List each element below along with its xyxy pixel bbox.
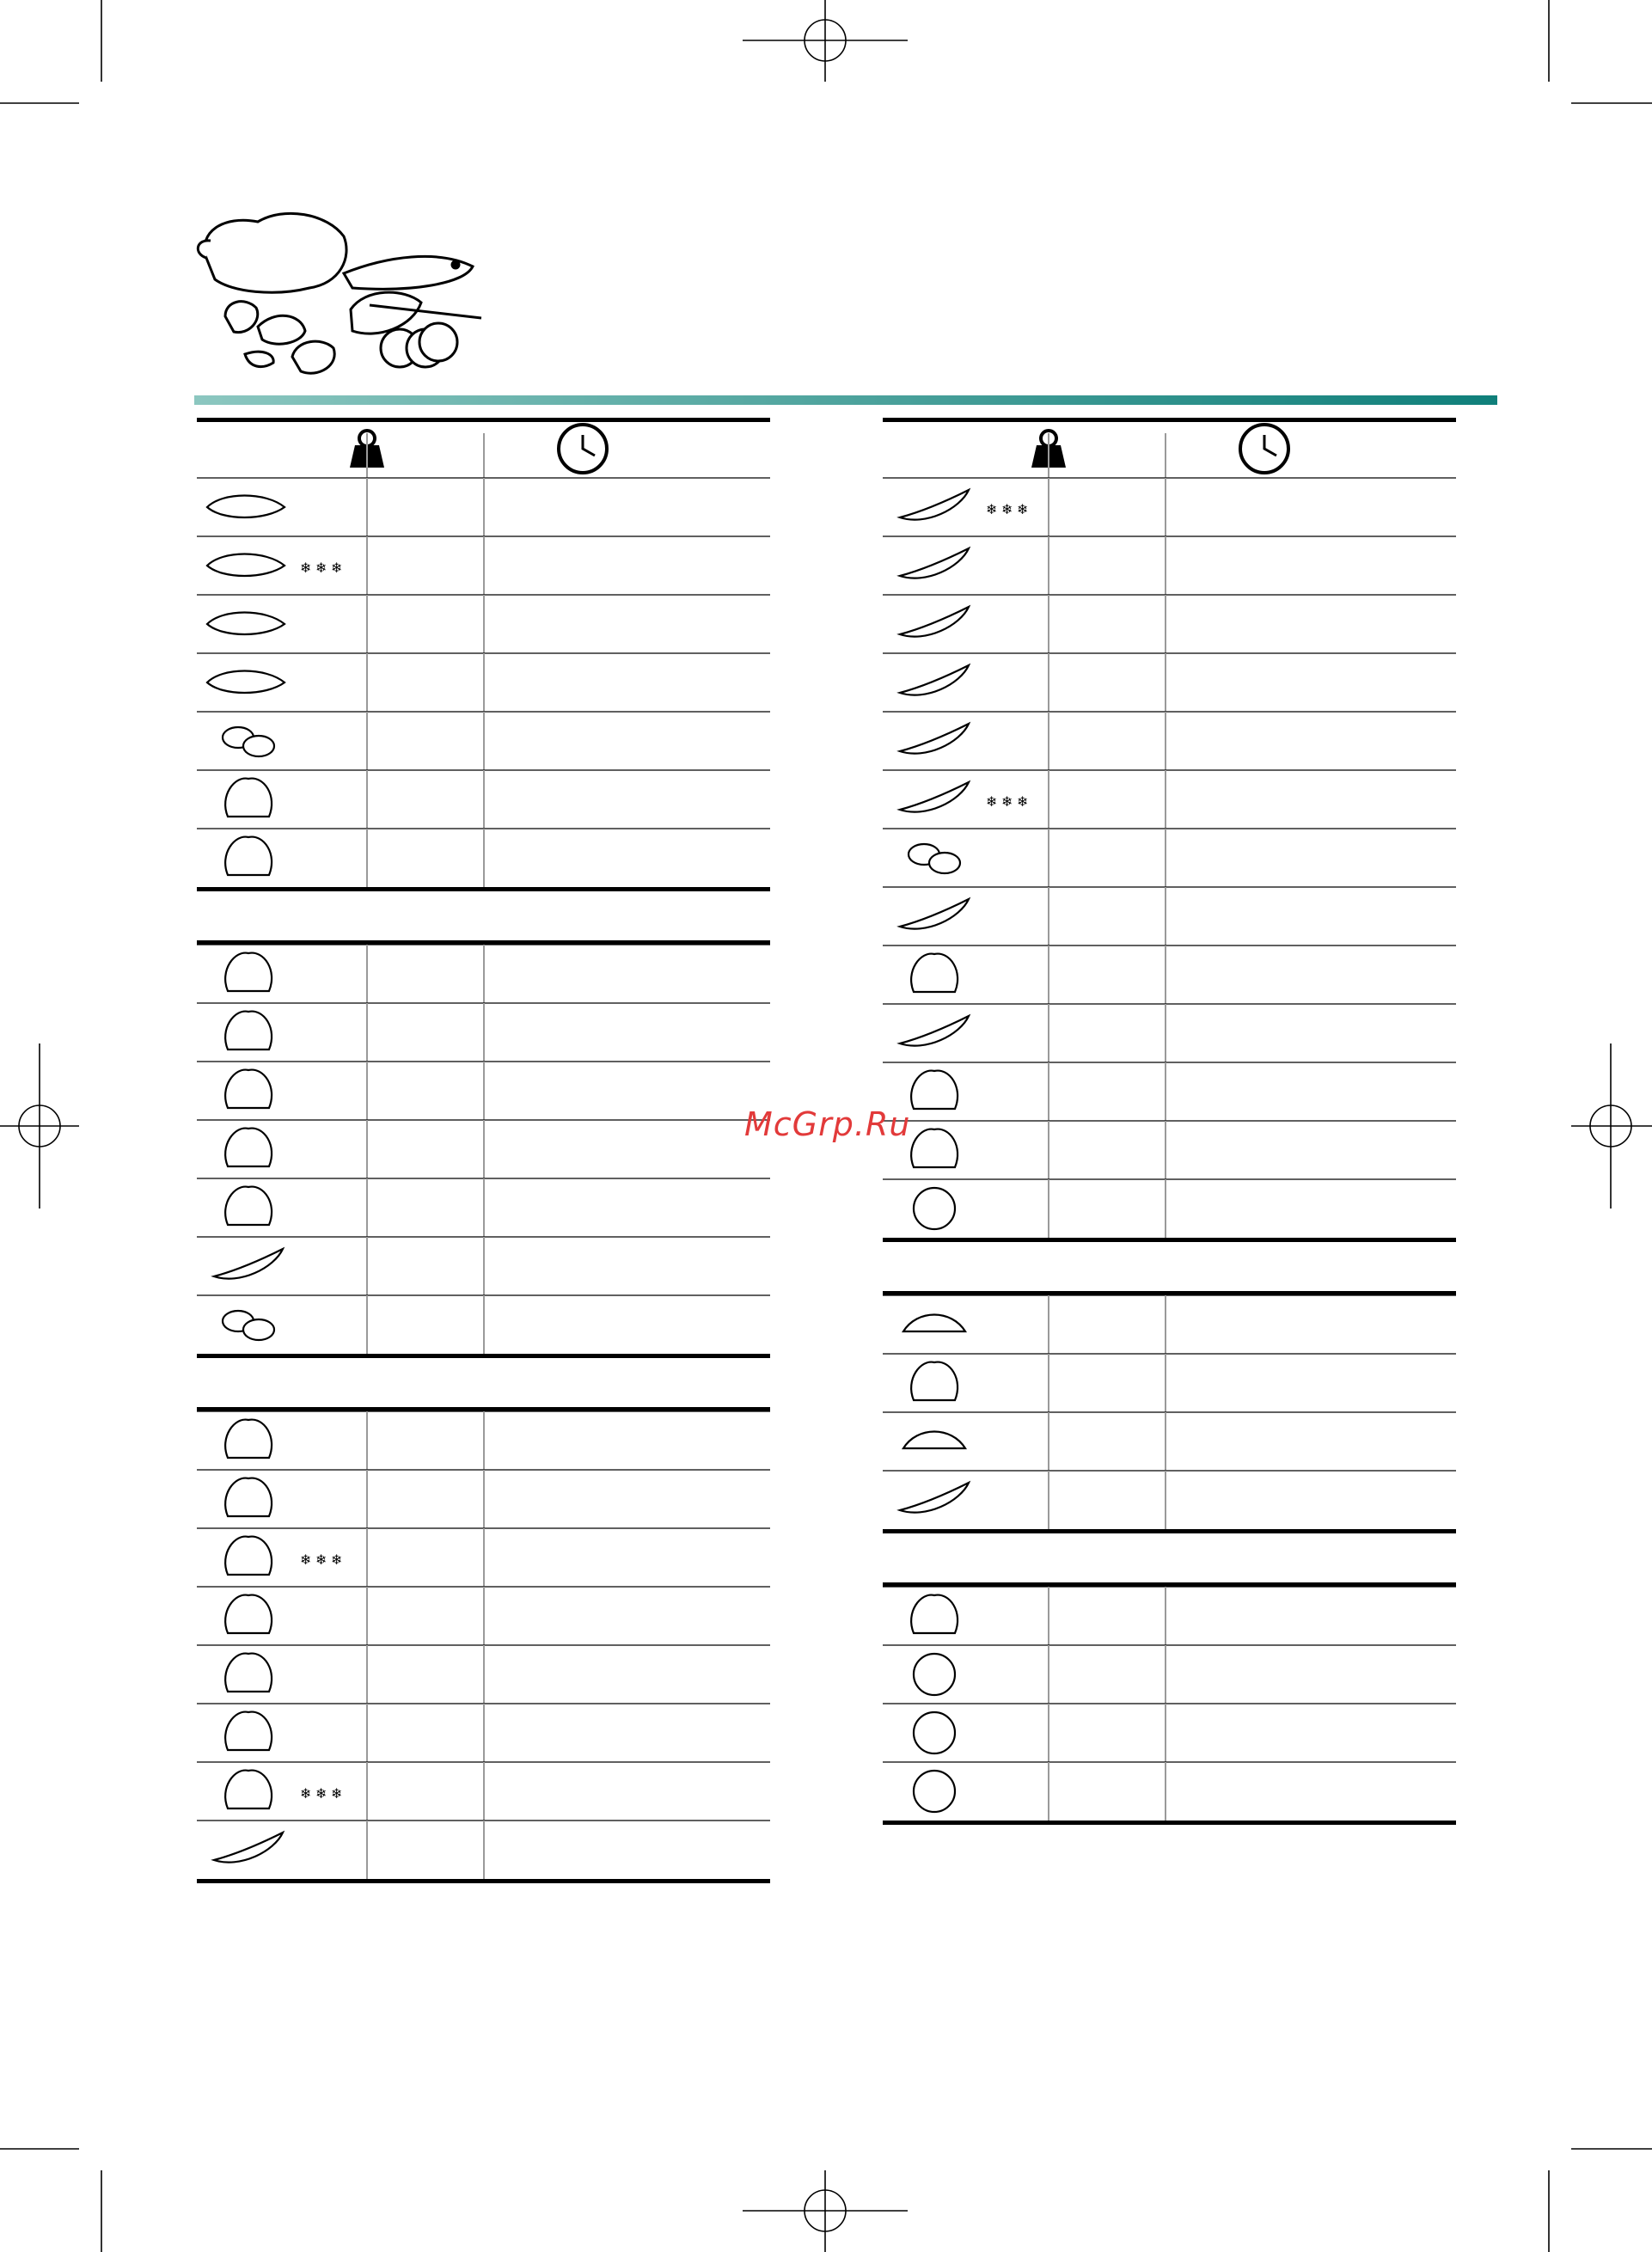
snowflake-icon: ❄ [300, 560, 312, 576]
table-row [197, 1120, 770, 1178]
chicken-breast-icon [225, 953, 272, 991]
food-illustration [198, 213, 481, 373]
whole-fish-icon [207, 671, 285, 694]
fish-fillet-icon [207, 496, 285, 518]
table-row [883, 945, 1456, 1004]
table-row [883, 1704, 1456, 1762]
snowflake-icon: ❄ [315, 1785, 327, 1802]
snowflake-icon: ❄ [331, 1785, 343, 1802]
tables [197, 418, 1456, 1883]
apple-icon [914, 1712, 955, 1753]
lamb-icon [225, 1187, 272, 1225]
table-row [197, 829, 770, 887]
group-rule [197, 1354, 770, 1358]
table-row [197, 1762, 770, 1821]
table-row [197, 1003, 770, 1062]
group-rule [197, 940, 770, 945]
couscous-icon [903, 1432, 965, 1449]
green-beans-frozen-icon [900, 490, 969, 520]
group-meat-poultry [197, 887, 770, 1354]
snowflake-icon: ❄ [331, 1551, 343, 1568]
watermark: McGrp.Ru [744, 1105, 911, 1143]
onion-icon [914, 1188, 955, 1229]
table-row [883, 536, 1456, 595]
snowflake-icon: ❄ [331, 560, 343, 576]
table-row [197, 1645, 770, 1704]
registration-mark-top [743, 0, 908, 82]
table-row [883, 653, 1456, 712]
snowflake-icon: ❄ [1001, 501, 1013, 517]
snowflake-icon: ❄ [986, 501, 998, 517]
table-row [883, 887, 1456, 945]
table-row [197, 478, 770, 536]
table-row [197, 1178, 770, 1237]
snowflake-icon: ❄ [1017, 501, 1029, 517]
group-rule [197, 887, 770, 891]
table-row [197, 1295, 770, 1354]
leek-icon [900, 607, 969, 637]
table-row [197, 1587, 770, 1645]
header-gradient-bar [194, 395, 1497, 405]
fish-steak-icon [207, 613, 285, 635]
snowflake-icon: ❄ [315, 560, 327, 576]
table-bottom-rule [883, 1821, 1456, 1825]
table-row [197, 1237, 770, 1295]
peas-frozen-icon [900, 782, 969, 812]
registration-mark-bottom [743, 2170, 908, 2252]
table-row [197, 653, 770, 712]
broccoli-frozen-icon [225, 1537, 272, 1575]
beef-steak-icon [225, 1129, 272, 1166]
table-row [883, 1645, 1456, 1704]
table-row [883, 1121, 1456, 1179]
pasta-icon [911, 1362, 958, 1400]
banana-icon [911, 1595, 958, 1633]
table-row [883, 1354, 1456, 1412]
snowflake-icon: ❄ [300, 1551, 312, 1568]
table-row [197, 1528, 770, 1587]
table-row [197, 1704, 770, 1762]
table-row [197, 595, 770, 653]
snowflake-icon: ❄ [1001, 793, 1013, 810]
cauliflower-icon [911, 954, 958, 992]
fish-fillet-frozen-icon [207, 554, 285, 577]
table-row [883, 478, 1456, 536]
table-bottom-rule [197, 1879, 770, 1883]
registration-mark-left [0, 1043, 79, 1209]
table-row [197, 712, 770, 770]
table-row [197, 945, 770, 1003]
sausage-icon [214, 1249, 283, 1279]
zucchini-icon [900, 1016, 969, 1046]
table-row [883, 712, 1456, 770]
table-row [197, 1062, 770, 1120]
group-grains [883, 1238, 1456, 1529]
group-vegetables-2 [883, 478, 1456, 1238]
snowflake-icon: ❄ [300, 1785, 312, 1802]
group-rule [883, 1582, 1456, 1587]
artichoke-icon [225, 1420, 272, 1458]
table-top-rule [197, 418, 770, 422]
group-vegetables-1 [197, 1354, 770, 1879]
table-row [883, 1179, 1456, 1238]
table-row [883, 1762, 1456, 1821]
pork-fillet-icon [225, 1070, 272, 1108]
table-row [883, 770, 1456, 829]
chicken-leg-icon [225, 1012, 272, 1050]
group-rule [883, 1291, 1456, 1295]
cabbage-icon [225, 1654, 272, 1692]
peach-icon [914, 1771, 955, 1812]
snowflake-icon: ❄ [986, 793, 998, 810]
table-row [883, 829, 1456, 887]
pear-icon [914, 1654, 955, 1695]
group-fish-seafood [197, 478, 770, 887]
spinach-frozen-icon [225, 1771, 272, 1808]
table-row [197, 1470, 770, 1528]
rice-icon [903, 1315, 965, 1332]
carrots-icon [900, 548, 969, 578]
snowflake-icon: ❄ [315, 1551, 327, 1568]
group-fruit [883, 1529, 1456, 1821]
table-row [883, 1587, 1456, 1645]
broad-beans-icon [900, 665, 969, 695]
left-column-table [197, 418, 770, 1883]
corn-icon [911, 1071, 958, 1109]
right-column-table [883, 418, 1456, 1825]
group-rule [883, 1529, 1456, 1533]
mushrooms-icon [225, 1595, 272, 1633]
green-beans-icon [214, 1833, 283, 1863]
peas-icon [900, 724, 969, 754]
table-row [883, 1295, 1456, 1354]
table-row [883, 1412, 1456, 1471]
table-top-rule [883, 418, 1456, 422]
table-row [883, 1004, 1456, 1062]
pepper-icon [911, 1129, 958, 1167]
asparagus-icon [900, 899, 969, 929]
shrimp-icon [225, 779, 272, 817]
table-row [883, 595, 1456, 653]
broccoli-icon [225, 1478, 272, 1516]
wheat-icon [900, 1483, 969, 1513]
group-rule [197, 1407, 770, 1411]
snowflake-icon: ❄ [1017, 793, 1029, 810]
table-row [883, 1062, 1456, 1121]
table-row [197, 770, 770, 829]
spinach-icon [225, 1712, 272, 1750]
scallop-icon [225, 837, 272, 875]
eggs-icon-part [243, 1319, 274, 1340]
table-row [197, 1411, 770, 1470]
registration-mark-right [1571, 1043, 1652, 1209]
table-row [197, 1821, 770, 1879]
table-row [197, 536, 770, 595]
mussels-icon-part [243, 736, 274, 756]
group-rule [883, 1238, 1456, 1242]
potatoes-icon-part [929, 853, 960, 873]
table-row [883, 1471, 1456, 1529]
